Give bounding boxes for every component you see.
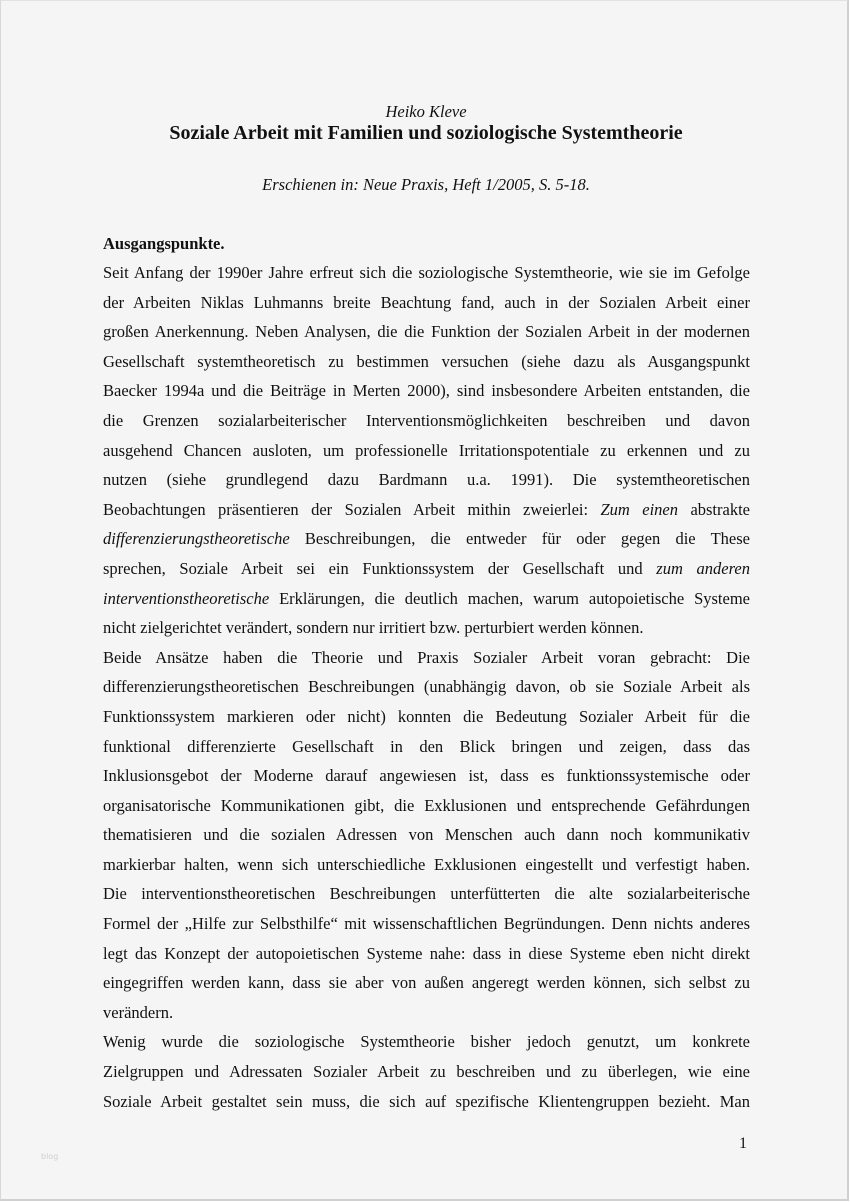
text-line [103, 944, 750, 974]
page-number: 1 [739, 1135, 747, 1152]
text-line [103, 766, 750, 796]
text-line [103, 618, 750, 648]
text-line-content [103, 263, 750, 283]
text-run: Gesellschaft systemtheoretisch zu bestimmen versuchen (siehe dazu als Ausgangspunkt [103, 351, 750, 371]
emphasized-text: differenzierungstheoretische [103, 529, 290, 549]
text-line [103, 559, 750, 589]
text-line [103, 737, 750, 767]
text-line-content [103, 1003, 750, 1023]
text-line-content [103, 1062, 750, 1082]
text-run: markierbar halten, wenn sich unterschiedliche Exklusionen eingestellt und verfestigt haben. [103, 854, 750, 874]
text-line-content [103, 677, 750, 697]
text-run: Inklusionsgebot der Moderne darauf angewiesen ist, dass es funktionssystemische oder [103, 766, 750, 786]
text-line-content [103, 618, 750, 638]
text-line-content [103, 648, 750, 668]
text-line-content [103, 914, 750, 934]
text-line [103, 796, 750, 826]
section-heading: Ausgangspunkte. [103, 234, 225, 253]
text-line [103, 707, 750, 737]
text-run: Funktionssystem markieren oder nicht) konnten die Bedeutung Sozialer Arbeit für die [103, 706, 750, 726]
emphasized-text: interventionstheoretische [103, 588, 270, 608]
text-run: organisatorische Kommunikationen gibt, die Exklusionen und entsprechende Gefährdungen [103, 795, 750, 815]
text-line-content [103, 293, 750, 313]
text-line [103, 322, 750, 352]
text-line-content [103, 411, 750, 431]
text-line-content [103, 884, 750, 904]
watermark: blog [41, 1152, 59, 1161]
emphasized-text: zum anderen [656, 558, 750, 578]
text-run: funktional differenzierte Gesellschaft in den Blick bringen und zeigen, dass das [103, 736, 750, 756]
text-line-content [103, 1092, 750, 1112]
text-run: Die interventionstheoretischen Beschreibungen unterfütterten die alte sozialarbeiterische [103, 884, 750, 904]
text-run: die Grenzen sozialarbeiterischer Interventionsmöglichkeiten beschreiben und davon [103, 410, 750, 430]
text-line [103, 1032, 750, 1062]
text-run: Wenig wurde die soziologische Systemtheorie bisher jedoch genutzt, um konkrete [103, 1032, 750, 1052]
text-run: Beide Ansätze haben die Theorie und Praxis Sozialer Arbeit voran gebracht: Die [103, 647, 750, 667]
text-run: nutzen (siehe grundlegend dazu Bardmann u.a. 1991). Die systemtheoretischen [103, 470, 750, 490]
text-line [103, 1092, 750, 1122]
text-run: sprechen, Soziale Arbeit sei ein Funktionssystem der Gesellschaft und [103, 558, 657, 578]
text-run: Zielgruppen und Adressaten Sozialer Arbeit zu beschreiben und zu überlegen, wie eine [103, 1062, 750, 1082]
text-line [103, 884, 750, 914]
text-run: differenzierungstheoretischen Beschreibungen (unabhängig davon, ob sie Soziale Arbeit als [103, 677, 750, 697]
text-run: Beschreibungen, die entweder für oder gegen die These [289, 529, 750, 549]
text-line [103, 500, 750, 530]
text-line-content [103, 855, 750, 875]
text-run: Erklärungen, die deutlich machen, warum autopoietische Systeme [269, 588, 750, 608]
document-title: Soziale Arbeit mit Familien und soziologische Systemtheorie [169, 122, 683, 144]
text-line [103, 470, 750, 500]
text-run: Formel der „Hilfe zur Selbsthilfe“ mit wissenschaftlichen Begründungen. Denn nichts anderes [103, 914, 750, 934]
author-name: Heiko Kleve [385, 102, 467, 121]
text-line-content [103, 322, 750, 342]
text-run: thematisieren und die sozialen Adressen von Menschen auch dann noch kommunikativ [103, 825, 750, 845]
text-line-content [103, 1032, 750, 1052]
text-line [103, 648, 750, 678]
text-run: legt das Konzept der autopoietischen Systeme nahe: dass in diese Systeme eben nicht direkt [103, 943, 750, 963]
text-line [103, 825, 750, 855]
text-line-content [103, 944, 750, 964]
text-line-content [103, 766, 750, 786]
text-run: Baecker 1994a und die Beiträge in Merten 2000), sind insbesondere Arbeiten entstanden, die [103, 381, 750, 401]
text-run: abstrakte [678, 499, 750, 519]
text-run: Seit Anfang der 1990er Jahre erfreut sich die soziologische Systemtheorie, wie sie im Gefolge [103, 263, 750, 282]
text-line [103, 352, 750, 382]
text-line [103, 441, 750, 471]
text-line [103, 855, 750, 885]
publication-source: Erschienen in: Neue Praxis, Heft 1/2005, S. 5-18. [262, 175, 590, 194]
text-line [103, 914, 750, 944]
text-run: eingegriffen werden kann, dass sie aber von außen angeregt werden können, sich selbst zu [103, 973, 750, 993]
text-run: ausgehend Chancen ausloten, um professionelle Irritationspotentiale zu erkennen und zu [103, 440, 750, 460]
text-line-content [103, 470, 750, 490]
text-line-content [103, 352, 750, 372]
text-run: der Arbeiten Niklas Luhmanns breite Beachtung fand, auch in der Sozialen Arbeit einer [103, 292, 750, 312]
text-line-content [103, 973, 750, 993]
text-run: verändern. [103, 1002, 174, 1022]
text-run: großen Anerkennung. Neben Analysen, die die Funktion der Sozialen Arbeit in der modernen [103, 322, 750, 342]
text-line [103, 529, 750, 559]
text-line [103, 1003, 750, 1033]
text-line-content [103, 589, 750, 609]
text-line-content [103, 707, 750, 727]
body-text [103, 263, 750, 1121]
text-line [103, 293, 750, 323]
text-run: Beobachtungen präsentieren der Sozialen Arbeit mithin zweierlei: [103, 499, 601, 519]
text-line [103, 677, 750, 707]
emphasized-text: Zum einen [600, 499, 679, 519]
text-run: nicht zielgerichtet verändert, sondern nur irritiert bzw. perturbiert werden können. [103, 618, 644, 638]
text-line-content [103, 500, 750, 520]
text-line-content [103, 737, 750, 757]
text-line [103, 411, 750, 441]
text-line-content [103, 381, 750, 401]
text-line-content [103, 825, 750, 845]
text-line [103, 381, 750, 411]
text-line-content [103, 441, 750, 461]
text-line-content [103, 559, 750, 579]
text-line [103, 973, 750, 1003]
text-line-content [103, 796, 750, 816]
text-line [103, 1062, 750, 1092]
text-line-content [103, 529, 750, 549]
text-run: Soziale Arbeit gestaltet sein muss, die sich auf spezifische Klientengruppen bezieht. Man [103, 1091, 750, 1111]
text-line [103, 589, 750, 619]
text-line [103, 263, 750, 293]
